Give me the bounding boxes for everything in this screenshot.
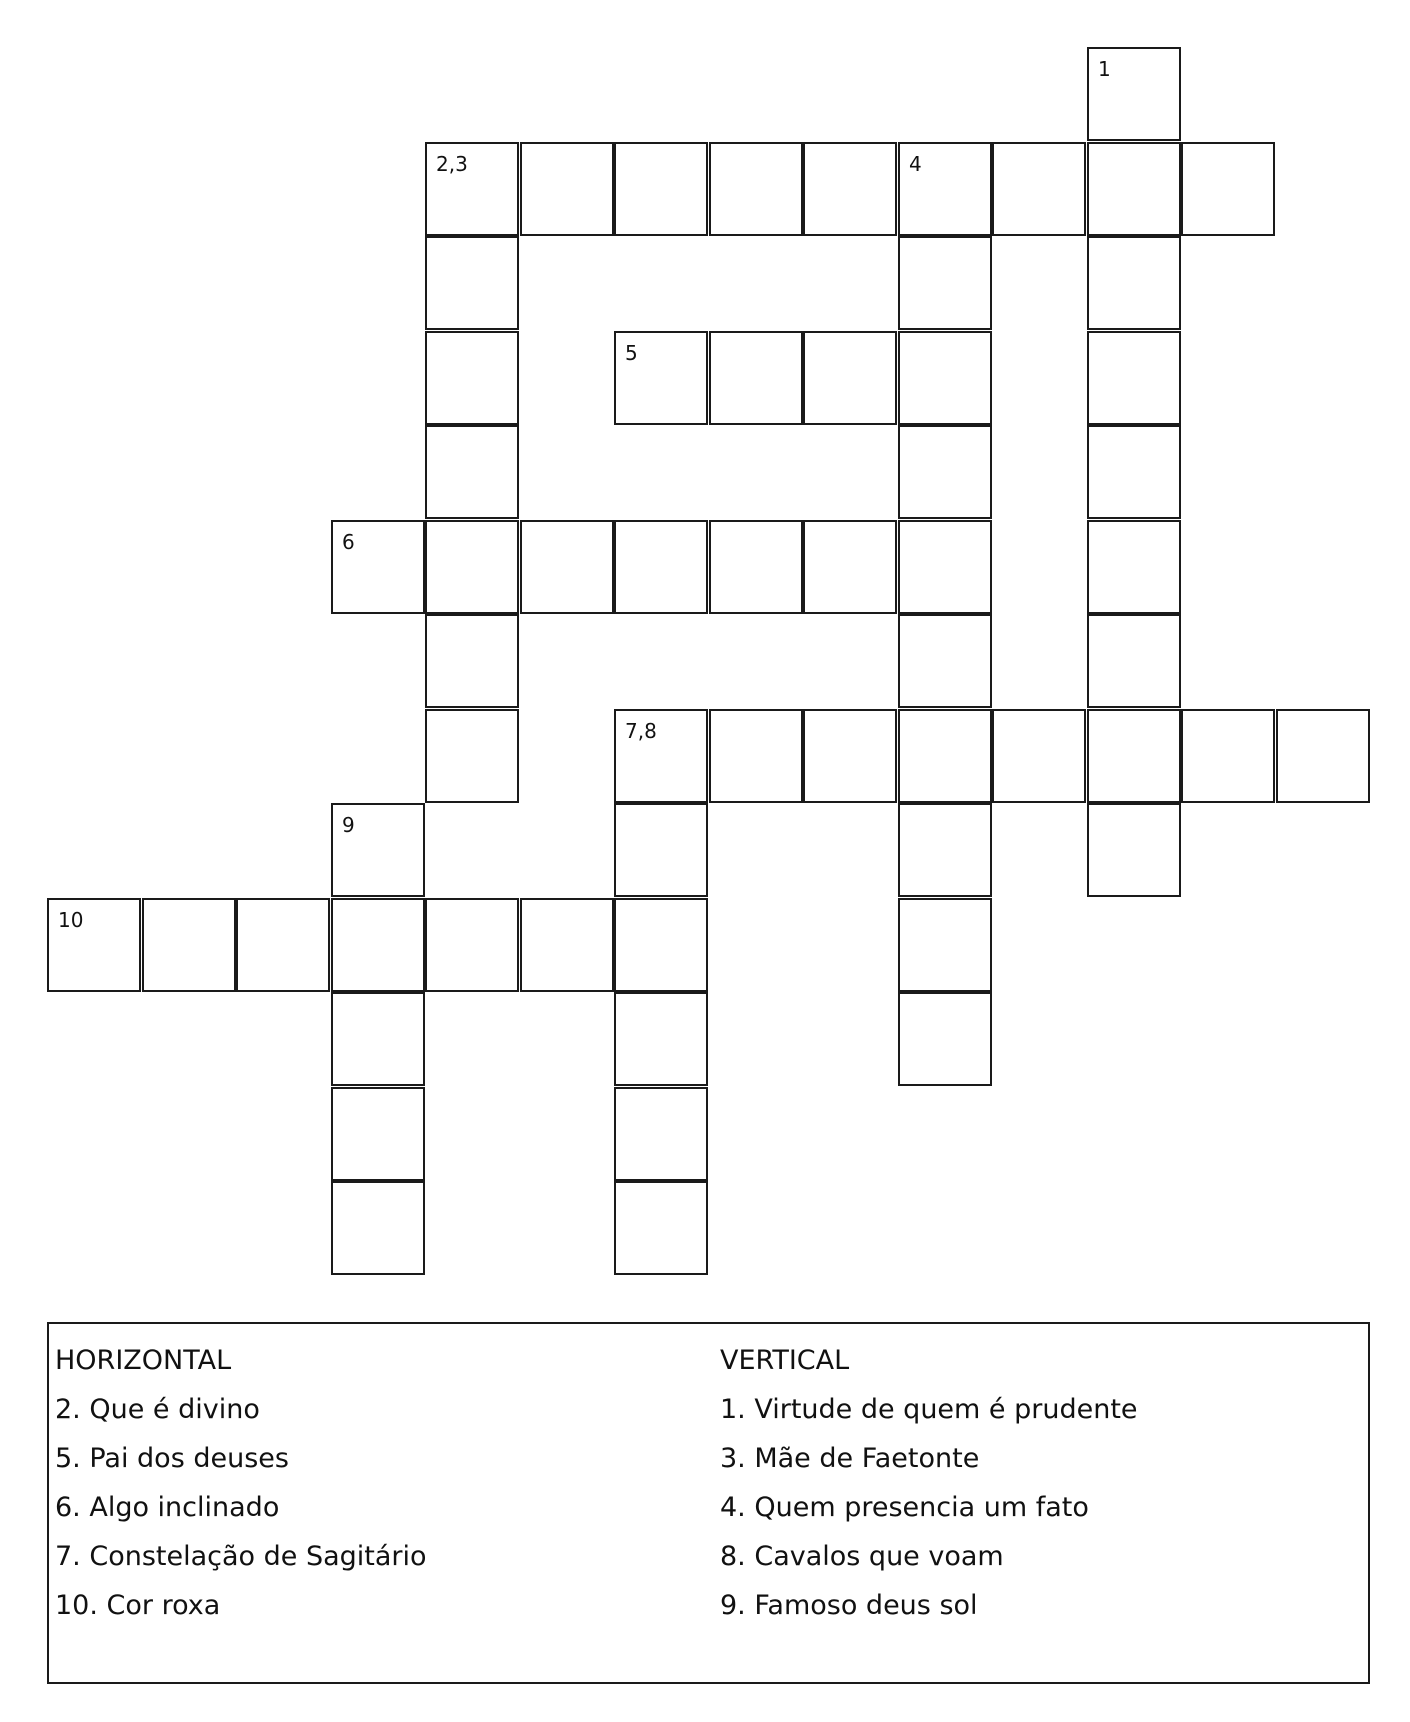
crossword-cell[interactable]: [614, 709, 708, 803]
crossword-cell[interactable]: [1087, 331, 1181, 425]
crossword-cell[interactable]: [898, 331, 992, 425]
crossword-cell[interactable]: [898, 425, 992, 519]
crossword-cell[interactable]: [1087, 47, 1181, 141]
clue-number: 9: [342, 813, 355, 837]
crossword-cell[interactable]: [898, 992, 992, 1086]
crossword-cell[interactable]: [1087, 803, 1181, 897]
horizontal-clues: [55, 1336, 427, 1630]
crossword-cell[interactable]: [1087, 614, 1181, 708]
crossword-cell[interactable]: [709, 331, 803, 425]
crossword-cell[interactable]: [1276, 709, 1370, 803]
crossword-cell[interactable]: [614, 142, 708, 236]
crossword-cell[interactable]: [142, 898, 236, 992]
crossword-cell[interactable]: [520, 520, 614, 614]
crossword-cell[interactable]: [803, 142, 897, 236]
crossword-cell[interactable]: [803, 520, 897, 614]
clue-number: 2,3: [436, 152, 468, 176]
crossword-cell[interactable]: [331, 898, 425, 992]
crossword-cell[interactable]: [898, 709, 992, 803]
clue-vertical-4: 4. Quem presencia um fato: [720, 1492, 1089, 1523]
crossword-cell[interactable]: [425, 709, 519, 803]
clue-number: 4: [909, 152, 922, 176]
clues-box: [47, 1322, 1370, 1684]
crossword-cell[interactable]: [331, 992, 425, 1086]
crossword-cell[interactable]: [614, 1087, 708, 1181]
clue-horizontal-7: 7. Constelação de Sagitário: [55, 1541, 427, 1572]
crossword-cell[interactable]: [898, 520, 992, 614]
crossword-cell[interactable]: [614, 803, 708, 897]
crossword-cell[interactable]: [1087, 520, 1181, 614]
crossword-cell[interactable]: [425, 520, 519, 614]
clue-vertical-1: 1. Virtude de quem é prudente: [720, 1394, 1138, 1425]
crossword-cell[interactable]: [1181, 142, 1275, 236]
crossword-cell[interactable]: [803, 709, 897, 803]
crossword-cell[interactable]: [898, 803, 992, 897]
crossword-cell[interactable]: [709, 142, 803, 236]
crossword-cell[interactable]: [425, 898, 519, 992]
crossword-cell[interactable]: [1087, 142, 1181, 236]
crossword-cell[interactable]: [331, 803, 425, 897]
clue-number: 10: [58, 908, 84, 932]
clue-number: 6: [342, 530, 355, 554]
clue-number: 1: [1098, 57, 1111, 81]
crossword-cell[interactable]: [331, 520, 425, 614]
crossword-cell[interactable]: [425, 425, 519, 519]
crossword-cell[interactable]: [709, 520, 803, 614]
clue-horizontal-6: 6. Algo inclinado: [55, 1492, 280, 1523]
clue-number: 5: [625, 341, 638, 365]
crossword-cell[interactable]: [803, 331, 897, 425]
clue-horizontal-10: 10. Cor roxa: [55, 1590, 221, 1621]
crossword-cell[interactable]: [1181, 709, 1275, 803]
crossword-cell[interactable]: [47, 898, 141, 992]
vertical-clues: [720, 1336, 1138, 1630]
crossword-cell[interactable]: [898, 898, 992, 992]
crossword-cell[interactable]: [614, 898, 708, 992]
crossword-cell[interactable]: [425, 142, 519, 236]
crossword-cell[interactable]: [898, 236, 992, 330]
clue-horizontal-2: 2. Que é divino: [55, 1394, 260, 1425]
horizontal-title: HORIZONTAL: [55, 1345, 232, 1376]
clue-number: 7,8: [625, 719, 657, 743]
crossword-cell[interactable]: [425, 236, 519, 330]
crossword-cell[interactable]: [425, 614, 519, 708]
crossword-cell[interactable]: [331, 1181, 425, 1275]
crossword-cell[interactable]: [1087, 236, 1181, 330]
crossword-cell[interactable]: [1087, 709, 1181, 803]
crossword-cell[interactable]: [898, 142, 992, 236]
crossword-cell[interactable]: [992, 709, 1086, 803]
clue-vertical-8: 8. Cavalos que voam: [720, 1541, 1004, 1572]
crossword-cell[interactable]: [520, 142, 614, 236]
crossword-cell[interactable]: [236, 898, 330, 992]
crossword-cell[interactable]: [709, 709, 803, 803]
clue-horizontal-5: 5. Pai dos deuses: [55, 1443, 289, 1474]
vertical-title: VERTICAL: [720, 1345, 850, 1376]
crossword-cell[interactable]: [425, 331, 519, 425]
crossword-cell[interactable]: [331, 1087, 425, 1181]
crossword-cell[interactable]: [520, 898, 614, 992]
crossword-cell[interactable]: [1087, 425, 1181, 519]
crossword-cell[interactable]: [614, 1181, 708, 1275]
crossword-cell[interactable]: [614, 331, 708, 425]
crossword-cell[interactable]: [614, 992, 708, 1086]
crossword-cell[interactable]: [992, 142, 1086, 236]
clue-vertical-3: 3. Mãe de Faetonte: [720, 1443, 980, 1474]
crossword-cell[interactable]: [898, 614, 992, 708]
clue-vertical-9: 9. Famoso deus sol: [720, 1590, 978, 1621]
crossword-cell[interactable]: [614, 520, 708, 614]
